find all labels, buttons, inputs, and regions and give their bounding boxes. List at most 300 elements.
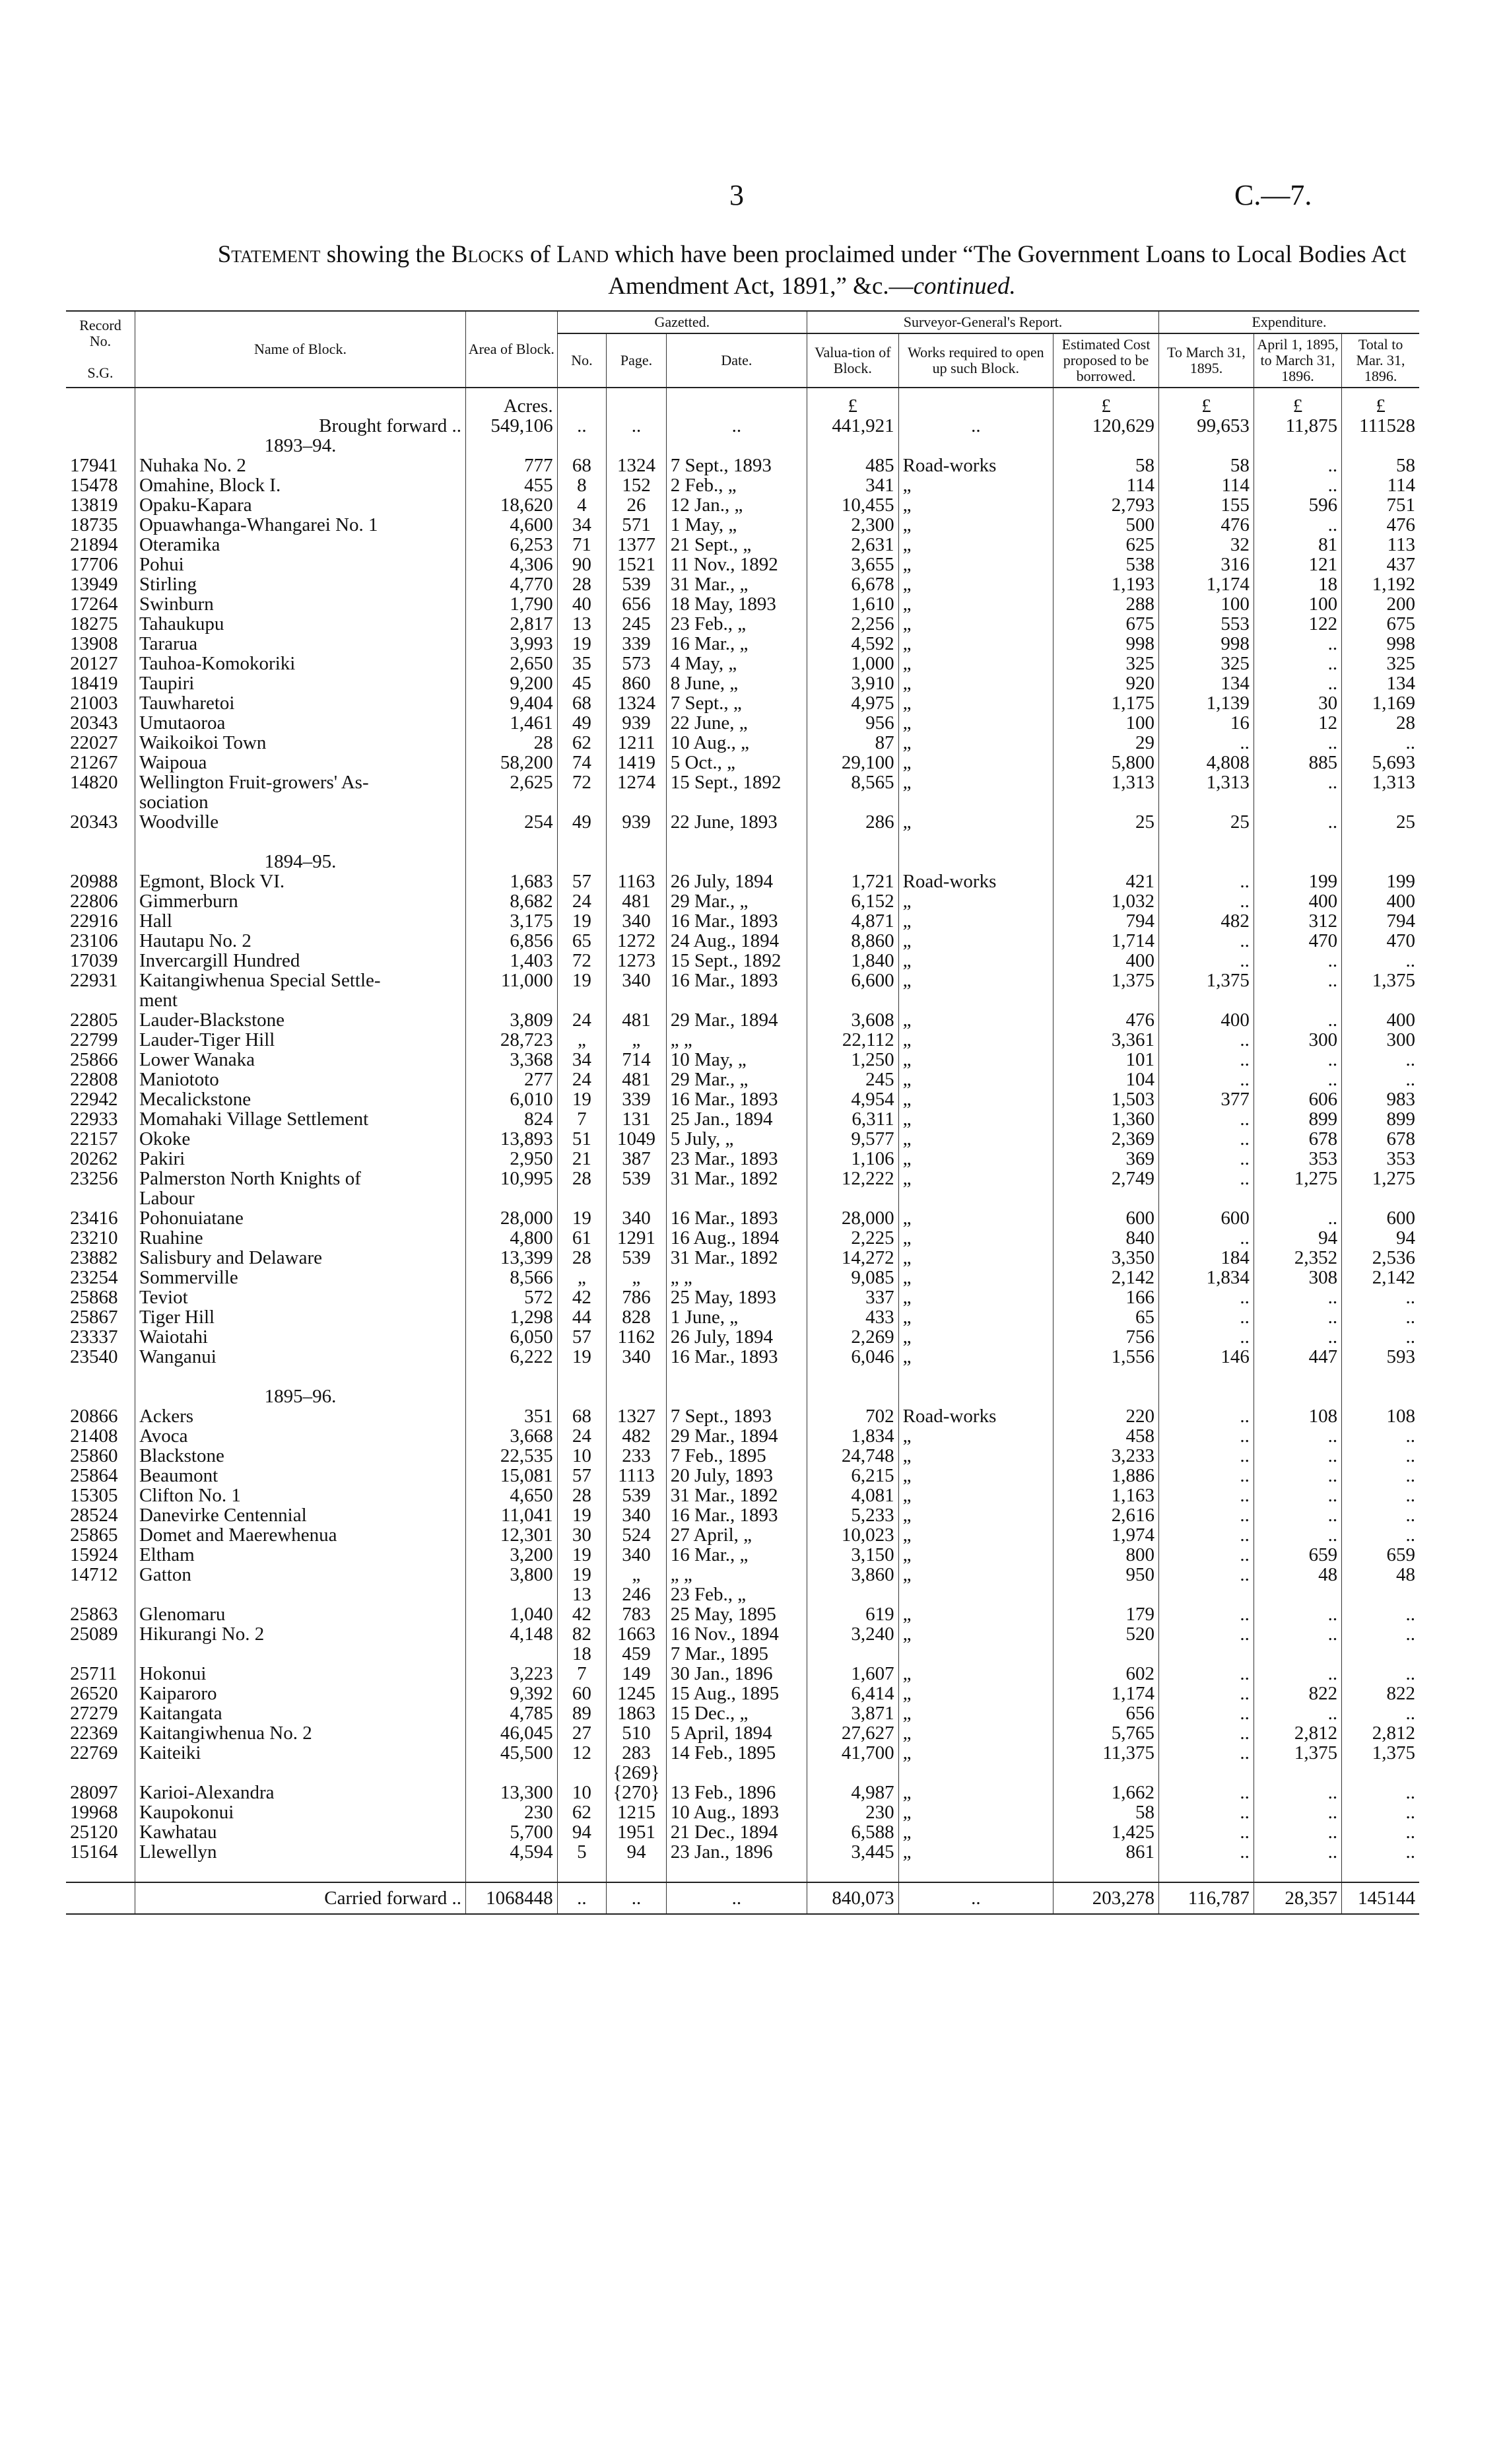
cf-area: 1068448	[466, 1882, 558, 1914]
estimated-cost-cell: 656	[1054, 1703, 1159, 1723]
to-march-1895-cell: ..	[1159, 1169, 1254, 1188]
total-to-march-1896-cell	[1342, 1585, 1419, 1604]
table-row	[66, 1287, 1419, 1307]
table-row	[66, 1268, 1419, 1287]
unit-total: £	[1342, 388, 1419, 416]
total-to-march-1896-cell: ..	[1342, 1070, 1419, 1089]
gazette-page-cell: 340	[607, 911, 667, 931]
to-march-1895-cell: 1,834	[1159, 1268, 1254, 1287]
to-march-1895-cell: 998	[1159, 634, 1254, 654]
gazette-date-cell: 21 Sept., „	[666, 535, 807, 555]
section-heading: 1894–95.	[135, 852, 465, 872]
gazette-no-cell: 62	[557, 1802, 607, 1822]
area-cell: 455	[466, 475, 558, 495]
gazette-page-cell: 459	[607, 1644, 667, 1664]
table-row	[66, 911, 1419, 931]
cf-date: ..	[666, 1882, 807, 1914]
gazette-page-cell: „	[607, 1565, 667, 1585]
works-cell: „	[898, 1208, 1054, 1228]
gazette-page-cell: 539	[607, 1248, 667, 1268]
works-cell: „	[898, 1050, 1054, 1070]
to-march-1895-cell: ..	[1159, 872, 1254, 891]
estimated-cost-cell: 602	[1054, 1664, 1159, 1684]
section-heading-row	[66, 852, 1419, 872]
valuation-cell: 3,608	[807, 1010, 899, 1030]
gazette-date-cell: 5 April, 1894	[666, 1723, 807, 1743]
estimated-cost-cell: 3,361	[1054, 1030, 1159, 1050]
record-no-cell: 21003	[70, 693, 118, 713]
gazette-date-cell: 7 Sept., 1893	[666, 1406, 807, 1426]
table-row	[66, 1743, 1419, 1763]
april-1895-march-1896-cell	[1254, 1763, 1341, 1783]
area-cell: 6,050	[466, 1327, 558, 1347]
gazette-no-cell: „	[557, 1268, 607, 1287]
record-no-cell: 25864	[70, 1466, 118, 1486]
carried-forward-label: Carried forward ..	[135, 1882, 465, 1914]
to-march-1895-cell: ..	[1159, 733, 1254, 753]
total-to-march-1896-cell: 58	[1342, 456, 1419, 475]
to-march-1895-cell: ..	[1159, 1486, 1254, 1505]
estimated-cost-cell: 2,142	[1054, 1268, 1159, 1287]
estimated-cost-cell: 25	[1054, 812, 1159, 832]
estimated-cost-cell: 1,886	[1054, 1466, 1159, 1486]
gazette-page-cell: 539	[607, 1486, 667, 1505]
record-no-cell: 17706	[70, 555, 118, 574]
valuation-cell	[807, 1763, 899, 1783]
to-march-1895-cell: 400	[1159, 1010, 1254, 1030]
gazette-page-cell: 1273	[607, 951, 667, 971]
area-cell: 45,500	[466, 1743, 558, 1763]
gazette-no-cell: 62	[557, 733, 607, 753]
area-cell: 28,723	[466, 1030, 558, 1050]
estimated-cost-cell: 1,032	[1054, 891, 1159, 911]
valuation-cell: 6,311	[807, 1109, 899, 1129]
april-1895-march-1896-cell: ..	[1254, 1446, 1341, 1466]
record-no-cell: 22769	[70, 1743, 118, 1763]
total-to-march-1896-cell: ..	[1342, 1802, 1419, 1822]
unit-april: £	[1254, 388, 1341, 416]
to-march-1895-cell: 1,174	[1159, 574, 1254, 594]
estimated-cost-cell: 1,556	[1054, 1347, 1159, 1367]
to-march-1895-cell: ..	[1159, 1327, 1254, 1347]
area-cell: 8,682	[466, 891, 558, 911]
title-text-2: which have been proclaimed under “The Government Loans to Local Bodies Act Amendment Act, 1891,” &c.—	[608, 241, 1407, 300]
total-to-march-1896-cell: 94	[1342, 1228, 1419, 1248]
area-cell: 3,800	[466, 1565, 558, 1585]
area-cell: 3,368	[466, 1050, 558, 1070]
block-name-cell: ment	[135, 990, 465, 1010]
gazette-page-cell: 524	[607, 1525, 667, 1545]
gazette-page-cell: 340	[607, 1545, 667, 1565]
bf-estimated: 120,629	[1054, 416, 1159, 436]
gazette-date-cell: 5 July, „	[666, 1129, 807, 1149]
record-no-cell: 13819	[70, 495, 118, 515]
estimated-cost-cell: 3,233	[1054, 1446, 1159, 1466]
gazette-page-cell: 1162	[607, 1327, 667, 1347]
title-statement: Statement	[217, 241, 321, 268]
gazette-date-cell: 16 Mar., 1893	[666, 1208, 807, 1228]
works-cell: „	[898, 1228, 1054, 1248]
valuation-cell: 4,975	[807, 693, 899, 713]
record-no-cell: 22027	[70, 733, 118, 753]
area-cell: 3,200	[466, 1545, 558, 1565]
table-row	[66, 1822, 1419, 1842]
block-name-cell: Hikurangi No. 2	[135, 1624, 465, 1644]
works-cell: „	[898, 535, 1054, 555]
valuation-cell: 3,445	[807, 1842, 899, 1862]
to-march-1895-cell: ..	[1159, 1129, 1254, 1149]
april-1895-march-1896-cell: 470	[1254, 931, 1341, 951]
gazette-page-cell: 828	[607, 1307, 667, 1327]
april-1895-march-1896-cell: ..	[1254, 1525, 1341, 1545]
estimated-cost-cell: 1,375	[1054, 971, 1159, 990]
total-to-march-1896-cell: ..	[1342, 1050, 1419, 1070]
header-gazetted: Gazetted.	[557, 311, 807, 333]
bf-april: 11,875	[1254, 416, 1341, 436]
total-to-march-1896-cell: 983	[1342, 1089, 1419, 1109]
valuation-cell: 2,300	[807, 515, 899, 535]
to-march-1895-cell: 476	[1159, 515, 1254, 535]
unit-valuation: £	[807, 388, 899, 416]
area-cell: 9,404	[466, 693, 558, 713]
gazette-date-cell: 31 Mar., „	[666, 574, 807, 594]
record-no-cell: 22933	[70, 1109, 118, 1129]
total-to-march-1896-cell: 353	[1342, 1149, 1419, 1169]
title-text-1: showing the	[326, 241, 446, 268]
gazette-page-cell: 131	[607, 1109, 667, 1129]
works-cell: „	[898, 1565, 1054, 1585]
total-to-march-1896-cell: 437	[1342, 555, 1419, 574]
works-cell: „	[898, 574, 1054, 594]
gazette-date-cell: 15 Dec., „	[666, 1703, 807, 1723]
table-row	[66, 1426, 1419, 1446]
table-row	[66, 1644, 1419, 1664]
valuation-cell: 6,152	[807, 891, 899, 911]
bf-total: 111528	[1342, 416, 1419, 436]
table-row	[66, 1050, 1419, 1070]
gazette-page-cell: 1863	[607, 1703, 667, 1723]
valuation-cell	[807, 1644, 899, 1664]
april-1895-march-1896-cell: 312	[1254, 911, 1341, 931]
record-no-cell	[66, 1585, 135, 1604]
block-name-cell: Pohonuiatane	[135, 1208, 465, 1228]
works-cell: „	[898, 654, 1054, 673]
area-cell: 18,620	[466, 495, 558, 515]
table-row	[66, 614, 1419, 634]
gazette-no-cell: 12	[557, 1743, 607, 1763]
valuation-cell: 3,871	[807, 1703, 899, 1723]
gazette-no-cell: 68	[557, 1406, 607, 1426]
record-no-cell: 25711	[70, 1664, 117, 1684]
to-march-1895-cell	[1159, 1188, 1254, 1208]
valuation-cell: 9,577	[807, 1129, 899, 1149]
bf-page: ..	[607, 416, 667, 436]
record-no-cell	[66, 1644, 135, 1664]
total-to-march-1896-cell: ..	[1342, 1604, 1419, 1624]
record-no-cell: 22942	[70, 1089, 118, 1109]
to-march-1895-cell: ..	[1159, 1149, 1254, 1169]
block-name-cell: Swinburn	[135, 594, 465, 614]
title-continued: continued.	[913, 273, 1016, 300]
works-cell: „	[898, 1129, 1054, 1149]
section-heading-row	[66, 1386, 1419, 1406]
gazette-no-cell	[557, 1763, 607, 1783]
works-cell: „	[898, 1664, 1054, 1684]
works-cell: „	[898, 1010, 1054, 1030]
area-cell: 254	[466, 812, 558, 832]
estimated-cost-cell: 998	[1054, 634, 1159, 654]
valuation-cell: 87	[807, 733, 899, 753]
works-cell: „	[898, 971, 1054, 990]
bf-area: 549,106	[466, 416, 558, 436]
header-estimated: Estimated Cost proposed to be borrowed.	[1054, 333, 1159, 388]
gazette-page-cell: 539	[607, 574, 667, 594]
works-cell	[898, 990, 1054, 1010]
to-march-1895-cell: ..	[1159, 931, 1254, 951]
valuation-cell: 4,954	[807, 1089, 899, 1109]
record-no-cell: 22931	[70, 971, 118, 990]
total-to-march-1896-cell: 1,375	[1342, 1743, 1419, 1763]
block-name-cell: Avoca	[135, 1426, 465, 1446]
to-march-1895-cell: 377	[1159, 1089, 1254, 1109]
gazette-date-cell: 15 Sept., 1892	[666, 772, 807, 792]
estimated-cost-cell: 65	[1054, 1307, 1159, 1327]
april-1895-march-1896-cell: ..	[1254, 1050, 1341, 1070]
total-to-march-1896-cell: 600	[1342, 1208, 1419, 1228]
works-cell: „	[898, 713, 1054, 733]
block-name-cell: Tauwharetoi	[135, 693, 465, 713]
valuation-cell: 4,081	[807, 1486, 899, 1505]
table-row	[66, 872, 1419, 891]
gazette-date-cell: 16 Mar., 1893	[666, 911, 807, 931]
april-1895-march-1896-cell: ..	[1254, 772, 1341, 792]
valuation-cell: 1,250	[807, 1050, 899, 1070]
area-cell: 9,392	[466, 1684, 558, 1703]
april-1895-march-1896-cell: 678	[1254, 1129, 1341, 1149]
page-number: 3	[729, 179, 744, 211]
april-1895-march-1896-cell: ..	[1254, 1822, 1341, 1842]
total-to-march-1896-cell: ..	[1342, 1505, 1419, 1525]
block-name-cell: Momahaki Village Settlement	[135, 1109, 465, 1129]
april-1895-march-1896-cell: 18	[1254, 574, 1341, 594]
april-1895-march-1896-cell: 400	[1254, 891, 1341, 911]
total-to-march-1896-cell: 134	[1342, 673, 1419, 693]
gazette-page-cell: 510	[607, 1723, 667, 1743]
to-march-1895-cell: 600	[1159, 1208, 1254, 1228]
gazette-date-cell: 10 Aug., „	[666, 733, 807, 753]
to-march-1895-cell: ..	[1159, 1802, 1254, 1822]
total-to-march-1896-cell	[1342, 792, 1419, 812]
block-name-cell: Kaitangiwhenua No. 2	[135, 1723, 465, 1743]
total-to-march-1896-cell: 1,169	[1342, 693, 1419, 713]
valuation-cell: 8,565	[807, 772, 899, 792]
total-to-march-1896-cell	[1342, 1763, 1419, 1783]
cf-estimated: 203,278	[1054, 1882, 1159, 1914]
gazette-no-cell: 19	[557, 971, 607, 990]
works-cell: „	[898, 1089, 1054, 1109]
block-name-cell: Invercargill Hundred	[135, 951, 465, 971]
area-cell: 6,010	[466, 1089, 558, 1109]
gazette-date-cell: 29 Mar., „	[666, 1070, 807, 1089]
table-row	[66, 1525, 1419, 1545]
estimated-cost-cell: 675	[1054, 614, 1159, 634]
valuation-cell: 1,106	[807, 1149, 899, 1169]
works-cell: „	[898, 475, 1054, 495]
header-name: Name of Block.	[135, 311, 465, 388]
to-march-1895-cell: 316	[1159, 555, 1254, 574]
valuation-cell: 337	[807, 1287, 899, 1307]
table-row	[66, 891, 1419, 911]
total-to-march-1896-cell: 476	[1342, 515, 1419, 535]
gazette-date-cell: 7 Feb., 1895	[666, 1446, 807, 1466]
gazette-no-cell: 10	[557, 1783, 607, 1802]
block-name-cell	[135, 1644, 465, 1664]
table-row	[66, 495, 1419, 515]
total-to-march-1896-cell: ..	[1342, 1842, 1419, 1862]
to-march-1895-cell: ..	[1159, 1050, 1254, 1070]
gazette-date-cell: 23 Feb., „	[666, 1585, 807, 1604]
block-name-cell: Lauder-Tiger Hill	[135, 1030, 465, 1050]
valuation-cell: 3,860	[807, 1565, 899, 1585]
gazette-no-cell: 19	[557, 1565, 607, 1585]
header-page: Page.	[607, 333, 667, 388]
gazette-date-cell: 27 April, „	[666, 1525, 807, 1545]
section-heading-row	[66, 436, 1419, 456]
gazette-no-cell: 24	[557, 1070, 607, 1089]
april-1895-march-1896-cell: 1,375	[1254, 1743, 1341, 1763]
gazette-page-cell: 860	[607, 673, 667, 693]
cf-page: ..	[607, 1882, 667, 1914]
total-to-march-1896-cell: ..	[1342, 1426, 1419, 1446]
works-cell: „	[898, 555, 1054, 574]
gazette-page-cell: 1049	[607, 1129, 667, 1149]
area-cell: 3,223	[466, 1664, 558, 1684]
block-name-cell: Kaitangata	[135, 1703, 465, 1723]
total-to-march-1896-cell: 2,142	[1342, 1268, 1419, 1287]
gazette-no-cell: 89	[557, 1703, 607, 1723]
gazette-no-cell: 24	[557, 1426, 607, 1446]
april-1895-march-1896-cell: 596	[1254, 495, 1341, 515]
to-march-1895-cell: ..	[1159, 1664, 1254, 1684]
total-to-march-1896-cell: 400	[1342, 891, 1419, 911]
gazette-no-cell: 19	[557, 911, 607, 931]
table-row	[66, 753, 1419, 772]
gazette-page-cell: 481	[607, 891, 667, 911]
gazette-page-cell: 283	[607, 1743, 667, 1763]
block-name-cell: Blackstone	[135, 1446, 465, 1466]
estimated-cost-cell: 800	[1054, 1545, 1159, 1565]
estimated-cost-cell: 166	[1054, 1287, 1159, 1307]
gazette-date-cell: 31 Mar., 1892	[666, 1169, 807, 1188]
table-row	[66, 1188, 1419, 1208]
gazette-no-cell: 35	[557, 654, 607, 673]
valuation-cell: 3,910	[807, 673, 899, 693]
to-march-1895-cell: ..	[1159, 1822, 1254, 1842]
gazette-no-cell: 18	[557, 1644, 607, 1664]
gazette-page-cell: „	[607, 1268, 667, 1287]
document-code: C.—7.	[1234, 179, 1312, 211]
april-1895-march-1896-cell: ..	[1254, 475, 1341, 495]
to-march-1895-cell: ..	[1159, 1307, 1254, 1327]
works-cell: „	[898, 1624, 1054, 1644]
to-march-1895-cell: ..	[1159, 1783, 1254, 1802]
gazette-no-cell: 57	[557, 872, 607, 891]
works-cell: „	[898, 1149, 1054, 1169]
to-march-1895-cell	[1159, 990, 1254, 1010]
valuation-cell: 956	[807, 713, 899, 733]
table-row	[66, 673, 1419, 693]
area-cell	[466, 1585, 558, 1604]
table-row	[66, 1585, 1419, 1604]
gazette-no-cell: 42	[557, 1287, 607, 1307]
gazette-date-cell	[666, 990, 807, 1010]
table-row	[66, 1703, 1419, 1723]
april-1895-march-1896-cell: 885	[1254, 753, 1341, 772]
table-row	[66, 792, 1419, 812]
area-cell: 8,566	[466, 1268, 558, 1287]
april-1895-march-1896-cell: 300	[1254, 1030, 1341, 1050]
area-cell	[466, 792, 558, 812]
to-march-1895-cell: ..	[1159, 1723, 1254, 1743]
record-no-cell: 20343	[70, 812, 118, 832]
gazette-no-cell: 10	[557, 1446, 607, 1466]
area-cell: 22,535	[466, 1446, 558, 1466]
area-cell: 4,306	[466, 555, 558, 574]
works-cell: „	[898, 614, 1054, 634]
total-to-march-1896-cell: 2,812	[1342, 1723, 1419, 1743]
estimated-cost-cell: 101	[1054, 1050, 1159, 1070]
record-no-cell: 18275	[70, 614, 118, 634]
april-1895-march-1896-cell: ..	[1254, 812, 1341, 832]
gazette-no-cell: 60	[557, 1684, 607, 1703]
estimated-cost-cell: 179	[1054, 1604, 1159, 1624]
table-row	[66, 594, 1419, 614]
to-march-1895-cell: 146	[1159, 1347, 1254, 1367]
record-no-cell: 15305	[70, 1486, 118, 1505]
gazette-date-cell: 21 Dec., 1894	[666, 1822, 807, 1842]
april-1895-march-1896-cell: ..	[1254, 971, 1341, 990]
area-cell: 824	[466, 1109, 558, 1129]
block-name-cell: Danevirke Centennial	[135, 1505, 465, 1525]
works-cell: „	[898, 1426, 1054, 1446]
title-blocks: Blocks	[451, 241, 524, 268]
record-no-cell: 15924	[70, 1545, 118, 1565]
total-to-march-1896-cell: ..	[1342, 951, 1419, 971]
valuation-cell: 6,046	[807, 1347, 899, 1367]
total-to-march-1896-cell	[1342, 1188, 1419, 1208]
gazette-page-cell: 1377	[607, 535, 667, 555]
valuation-cell: 1,607	[807, 1664, 899, 1684]
valuation-cell: 6,600	[807, 971, 899, 990]
gazette-page-cell: 482	[607, 1426, 667, 1446]
table-row	[66, 1010, 1419, 1030]
to-march-1895-cell: 134	[1159, 673, 1254, 693]
gazette-page-cell: 1951	[607, 1822, 667, 1842]
estimated-cost-cell: 538	[1054, 555, 1159, 574]
april-1895-march-1896-cell: ..	[1254, 951, 1341, 971]
to-march-1895-cell: ..	[1159, 1604, 1254, 1624]
record-no-cell: 18419	[70, 673, 118, 693]
total-to-march-1896-cell: ..	[1342, 1624, 1419, 1644]
works-cell: „	[898, 812, 1054, 832]
gazette-no-cell: 19	[557, 1505, 607, 1525]
table-row	[66, 1347, 1419, 1367]
table-row	[66, 1307, 1419, 1327]
valuation-cell	[807, 1188, 899, 1208]
record-no-cell: 21267	[70, 753, 118, 772]
record-no-cell: 17039	[70, 951, 118, 971]
valuation-cell: 6,215	[807, 1466, 899, 1486]
